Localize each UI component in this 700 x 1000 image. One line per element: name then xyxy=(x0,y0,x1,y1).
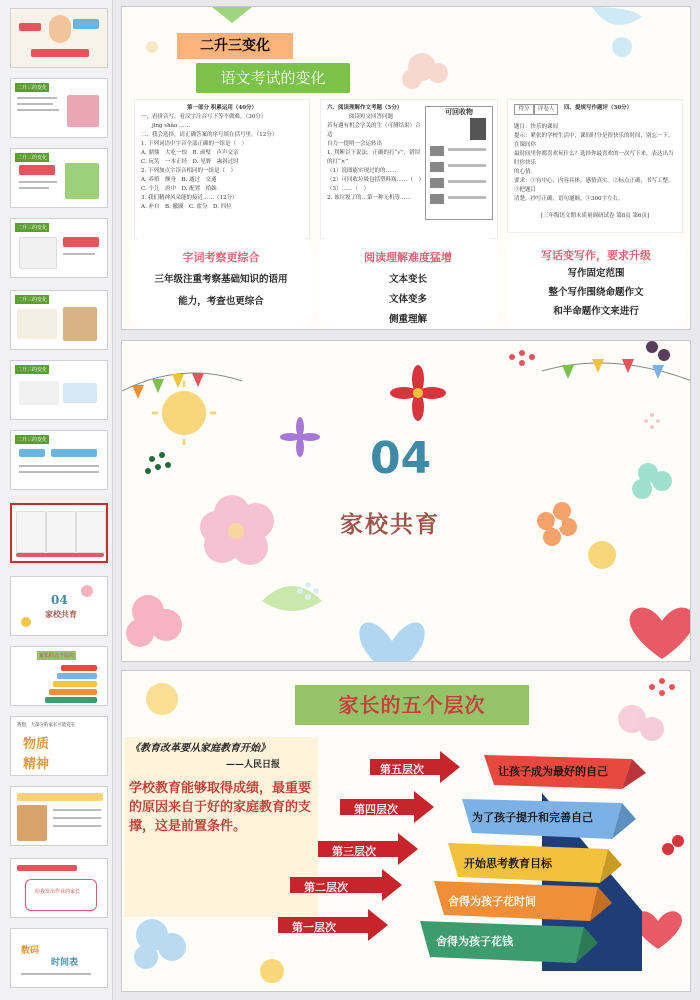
level-1-text: 舍得为孩子花钱 xyxy=(436,935,513,948)
thumbnail-keyword-1: 物质 xyxy=(23,737,50,752)
card-line: 写作固定范围 xyxy=(567,268,625,279)
thumbnail-keyword-2: 时间表 xyxy=(51,958,79,968)
exam-paper-writing xyxy=(507,99,683,233)
paper-line: 自力一提明一会运转出 xyxy=(327,141,383,147)
card-line: 能力，考查也更综合 xyxy=(178,296,264,307)
thumbnail-title: 二升三的变化 xyxy=(17,297,48,303)
level-2-text: 舍得为孩子花时间 xyxy=(448,895,536,908)
card-line: 整个写作围绕命题作文 xyxy=(548,287,644,298)
level-5-label: 第五层次 xyxy=(380,763,424,776)
paper-line: 最时间里你都喜欢玩什么？选择你最喜欢的一次写下来，表达出当时你快乐 xyxy=(514,151,674,166)
child-illustration xyxy=(49,15,71,43)
slide-thumbnail-10[interactable] xyxy=(10,646,108,706)
slide-section-home-school[interactable] xyxy=(121,340,691,662)
paper-line: A. 补自 B. 撤颢 C. 盐分 D. 四位 xyxy=(141,204,232,210)
paper-line: 要求：①有中心，内容具体，感情真实。②标点正确，书写工整。③把题目 xyxy=(514,178,674,193)
five-levels-pyramid-diagram xyxy=(122,671,691,992)
paper-line: 若有遇有机会学关的生（可测结果）合适 xyxy=(327,123,421,138)
paper-line: A. 鼎鼎 大吃一惊 B. 顽璧 声声交亲 xyxy=(141,150,239,156)
level-3-text: 开始思考教育目标 xyxy=(464,857,552,870)
thumbnail-title: 二升三的变化 xyxy=(17,437,48,443)
level-5-text: 让孩子成为最好的自己 xyxy=(498,765,608,778)
slide-thumbnail-8[interactable] xyxy=(10,503,108,563)
thumbnail-title: 二升三的变化 xyxy=(17,367,48,373)
card-line: 三年级注重考察基础知识的语用 xyxy=(154,274,288,285)
paper-line: 题目：快乐的课间 xyxy=(514,124,559,130)
paper-line: 1. 判断以下说法，正确的打“√”，错误的打“×” xyxy=(327,150,421,165)
thumbnail-keyword-2: 精神 xyxy=(23,757,50,772)
paper-subheading: 阅读短文回答问题 xyxy=(348,114,393,120)
quote-source: ——人民日报 xyxy=(226,760,281,770)
slide-five-levels[interactable] xyxy=(121,670,691,992)
card-title: 字词考察更综合 xyxy=(182,251,260,264)
paper-line: 清楚，抄写正确，语句通顺，③300字左右。 xyxy=(514,196,624,202)
card-line: 文体变多 xyxy=(388,294,427,305)
paper-heading: 六、阅读理解作文考题（5分） xyxy=(327,105,403,111)
level-4-label: 第四层次 xyxy=(354,803,398,816)
paper-line: C. 玩笑 一本正经 D. 见野 蛊斜过时 xyxy=(141,159,239,165)
paper-line: 的心情。 xyxy=(514,169,537,175)
slide-thumbnail-3[interactable] xyxy=(10,148,108,208)
slide-thumbnail-13[interactable] xyxy=(10,858,108,918)
slide-exam-changes[interactable] xyxy=(121,6,691,330)
slide-thumbnail-11[interactable] xyxy=(10,716,108,776)
quote-book-title: 《教育改革要从家庭教育开始》 xyxy=(130,743,270,754)
paper-line: A. 养殖 颤身 B. 通过 交通 xyxy=(141,177,217,183)
grader-header: 评卷人 xyxy=(534,104,558,115)
paper-section: 四、提规写作题评（30分） xyxy=(564,105,633,111)
score-header: 得分 xyxy=(514,104,534,115)
card-title: 写话变写作，要求升级 xyxy=(541,249,651,262)
section-title: 家校共育 xyxy=(340,511,440,538)
paper-line: 一、看拼音写，看汉字注音写下等不做难。（30分） xyxy=(141,114,267,120)
paper-footer: [三年级语文期末质量调研试卷 第8页 第6页] xyxy=(540,213,650,219)
slide-thumbnail-4[interactable] xyxy=(10,218,108,278)
slide-thumbnail-5[interactable] xyxy=(10,290,108,350)
thumbnail-title: 我想，大部分的家长可能花在 xyxy=(17,723,76,728)
recycling-icons xyxy=(426,116,490,212)
thumbnail-number: 04 xyxy=(51,593,68,607)
paper-line: 提示：紧张的学校生活中，课间时分是很快乐的时间，别忘一下，在课间你 xyxy=(514,133,674,148)
thumbnail-title: 家长的五个层次 xyxy=(39,653,75,659)
card-line: 侧重理解 xyxy=(388,314,427,325)
level-2-label: 第二层次 xyxy=(304,881,348,894)
paper-line: （3）……（ ） xyxy=(327,186,369,192)
slide-thumbnail-2[interactable] xyxy=(10,78,108,138)
level-1-label: 第一层次 xyxy=(292,921,336,934)
card-title: 阅读理解难度猛增 xyxy=(364,251,452,264)
paper-line: jīnɡ shǎo …… xyxy=(141,123,190,129)
paper-line: 3. 我们精神风采能的接近……（12分） xyxy=(141,195,238,201)
level-3-label: 第三层次 xyxy=(332,845,376,858)
recyclable-box-title: 可回收物 xyxy=(445,107,473,116)
exam-paper-vocabulary xyxy=(134,99,310,239)
thumbnail-title: 二升三的变化 xyxy=(17,85,48,91)
paper-line: 2. 该垃圾了的…第一种无机等…… xyxy=(327,195,411,201)
slide-thumbnail-7[interactable] xyxy=(10,430,108,490)
paper-line: 2. 下列加点字读音相同的一组是（ ） xyxy=(141,168,236,174)
slide-title: 语文考试的变化 xyxy=(196,63,350,93)
quote-body: 学校教育能够取得成绩，最重要的原因来自于好的家庭教育的支撑，这是前置条件。 xyxy=(129,781,312,834)
recyclable-box xyxy=(425,106,493,220)
grade-change-badge: 二升三变化 xyxy=(177,33,293,59)
section-number: 04 xyxy=(370,433,432,484)
paper-line: C. 个儿 唐中 D. 配置 拾妹 xyxy=(141,186,217,192)
card-line: 和半命题作文来进行 xyxy=(553,306,639,317)
thumbnail-subtitle: 家校共育 xyxy=(45,609,77,619)
slide-thumbnail-panel[interactable] xyxy=(0,0,113,1000)
slide-thumbnail-6[interactable] xyxy=(10,360,108,420)
slide-title: 家长的五个层次 xyxy=(295,685,529,725)
level-4-text: 为了孩子提升和完善自己 xyxy=(472,811,593,824)
slide-thumbnail-9[interactable] xyxy=(10,576,108,636)
thumbnail-title: 二升三的变化 xyxy=(17,225,48,231)
floral-decoration xyxy=(122,341,691,662)
card-line: 文本变长 xyxy=(388,274,427,285)
exam-paper-reading xyxy=(320,99,498,239)
slide-thumbnail-14[interactable] xyxy=(10,928,108,988)
thumbnail-title: 二升三的变化 xyxy=(17,155,48,161)
slide-thumbnail-1[interactable] xyxy=(10,8,108,68)
slide-thumbnail-12[interactable] xyxy=(10,786,108,846)
paper-line: 二、我会选择，请正确答案的序号填在括号里。（12分） xyxy=(141,132,278,138)
paper-line: （1）说图能实现过的的…… xyxy=(327,168,397,174)
paper-line: 1. 下列词语中字音全部正确的一组是（ ） xyxy=(141,141,247,147)
thumbnail-text: 给我发出作业的家长 xyxy=(35,889,81,895)
paper-line: （2）可回收垃圾包括塑料瓶……（ ） xyxy=(327,177,425,183)
thumbnail-keyword-1: 数码 xyxy=(21,946,40,956)
paper-heading: 第一部分 积累运用（40分） xyxy=(186,105,258,111)
